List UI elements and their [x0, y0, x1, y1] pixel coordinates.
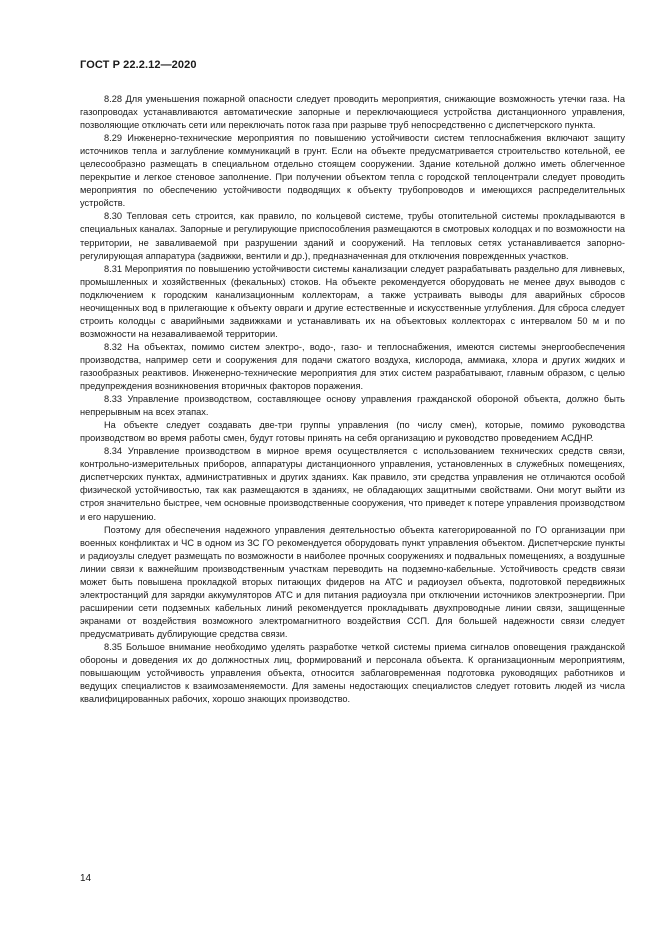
paragraph-8-28: 8.28 Для уменьшения пожарной опасности следует проводить мероприятия, снижающие возможность утечки газа. На газопроводах устанавливаются автоматические запорные и переключающиеся устройства дистанционного управления, позволяющие отключать сети или переключать поток газа при разрыве труб непосредственно с диспетчерского пункта.: [80, 94, 625, 131]
document-header: ГОСТ Р 22.2.12—2020: [80, 59, 197, 71]
paragraph-8-33: 8.33 Управление производством, составляющее основу управления гражданской обороной объекта, должно быть непрерывным на всех этапах.: [80, 394, 625, 418]
paragraph-8-33-continued: На объекте следует создавать две-три группы управления (по числу смен), которые, помимо руководства производством во время работы смен, будут готовы принять на себя организацию и руководство проведением АСДНР.: [80, 420, 625, 444]
paragraph-8-30: 8.30 Тепловая сеть строится, как правило, по кольцевой системе, трубы отопительной системы прокладываются в специальных каналах. Запорные и регулирующие приспособления размещаются в смотровых колодцах и по возможности на территории, не заваливаемой при разрушении зданий и сооружений. На тепловых сетях устанавливается запорно-регулирующая аппаратура (задвижки, вентили и др.), предназначенная для отключения поврежденных участков.: [80, 211, 625, 261]
paragraph-8-34-continued: Поэтому для обеспечения надежного управления деятельностью объекта категорированной по ГО организации при военных конфликтах и ЧС в одном из ЗС ГО рекомендуется оборудовать пункт управления объектом. Диспетчерские пункты и радиоузлы следует размещать по возможности в наиболее прочных сооружениях и подвальных помещениях, а воздушные линии связи к важнейшим производственным участкам переводить на подземно-кабельные. Устойчивость средств связи может быть повышена прокладкой вторых питающих фидеров на АТС и радиоузел объекта, подготовкой передвижных электростанций для зарядки аккумуляторов АТС и для питания радиоузла при отключении источников электроэнергии. При расширении сети подземных кабельных линий рекомендуется прокладывать двухпроводные линии связи, защищенные экранами от воздействия возможного электромагнитного воздействия ССП. Для большей надежности связи следует предусматривать дублирующие средства связи.: [80, 524, 625, 639]
page-number: 14: [80, 873, 92, 884]
paragraph-8-32: 8.32 На объектах, помимо систем электро-, водо-, газо- и теплоснабжения, имеются системы энергообеспечения производства, например сети и сооружения для подачи сжатого воздуха, кислорода, аммиака, хлора и других жидких и газообразных реактивов. Инженерно-технические мероприятия для этих систем разрабатывают, главным образом, с целью предупреждения возникновения вторичных факторов поражения.: [80, 341, 625, 392]
paragraph-8-31: 8.31 Мероприятия по повышению устойчивости системы канализации следует разрабатывать раздельно для ливневых, промышленных и хозяйственных (фекальных) стоков. На объекте рекомендуется оборудовать не менее двух выводов с подключением к городским канализационным коллекторам, а также устраивать выводы для аварийных сбросов неочищенных вод в прилегающие к объекту овраги и другие естественные и искусственные углубления. Для сброса следует строить колодцы с аварийными задвижками и устанавливать их на объектовых коллекторах с интервалом 50 м и по возможности на незаваливаемой территории.: [80, 263, 625, 339]
paragraph-8-29: 8.29 Инженерно-технические мероприятия по повышению устойчивости систем теплоснабжения включают защиту источников тепла и заглубление коммуникаций в грунт. Если на объекте предусматривается строительство котельной, ее целесообразно размещать в специальном отдельно стоящем сооружении. Здание котельной должно иметь облегченное перекрытие и легкое стеновое заполнение. При получении объектом тепла с городской теплоцентрали следует проводить мероприятия по обеспечению устойчивости подводящих к объекту трубопроводов и имеющихся распределительных устройств.: [80, 133, 625, 209]
paragraph-8-34: 8.34 Управление производством в мирное время осуществляется с использованием технических средств связи, контрольно-измерительных приборов, аппаратуры дистанционного управления, установленных в служебных помещениях, диспетчерских пунктах, административных и других зданиях. Как правило, эти средства управления не отличаются особой физической устойчивостью, так как размещаются в зданиях, не обладающих защитными свойствами. Они могут выйти из строя значительно быстрее, чем основные производственные сооружения, что приведет к потере управления производством и его нарушению.: [80, 446, 625, 522]
document-body: [80, 93, 625, 706]
paragraph-8-35: 8.35 Большое внимание необходимо уделять разработке четкой системы приема сигналов оповещения гражданской обороны и доведения их до должностных лиц, формирований и персонала объекта. К организационным мероприятиям, повышающим устойчивость управления объекта, относится заблаговременная подготовка руководящих работников и ведущих специалистов к взаимозаменяемости. Для замены недостающих специалистов следует готовить людей из числа квалифицированных рабочих, хорошо знающих производство.: [80, 641, 625, 705]
